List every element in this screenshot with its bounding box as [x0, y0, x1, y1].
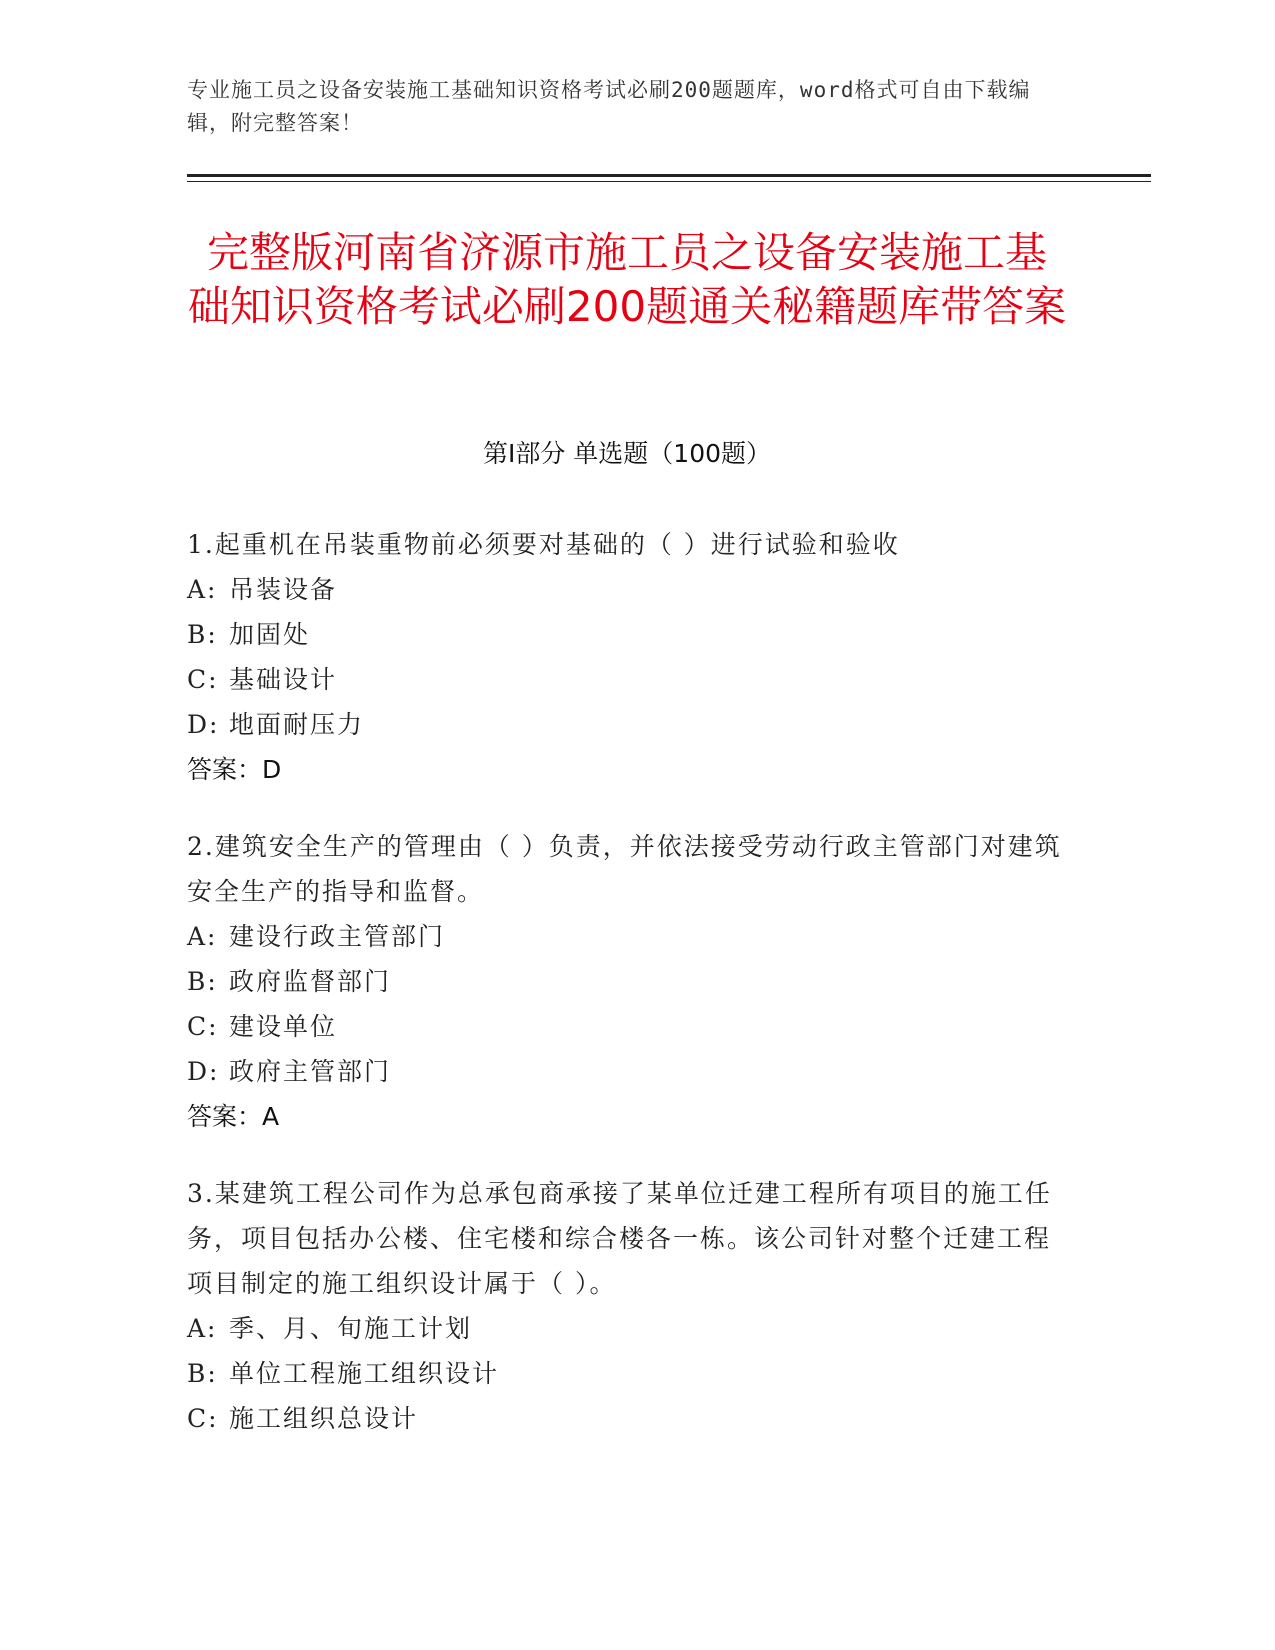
answer-line: 答案：D [187, 755, 282, 784]
option-c [187, 657, 1067, 702]
option-a [187, 567, 1067, 612]
option-letter: A: [187, 922, 218, 951]
option-b [187, 612, 1067, 657]
option-text: 季、月、旬施工计划 [229, 1314, 473, 1343]
header-divider-thick [187, 174, 1151, 177]
document-title: 完整版河南省济源市施工员之设备安装施工基础知识资格考试必刷200题通关秘籍题库带答案 [187, 228, 1067, 331]
question-stem: 1.起重机在吊装重物前必须要对基础的（ ）进行试验和验收 [187, 530, 900, 559]
option-text: 政府监督部门 [229, 967, 392, 996]
option-letter: C: [187, 665, 219, 694]
option-a [187, 914, 1067, 959]
option-c [187, 1396, 1067, 1441]
option-a [187, 1306, 1067, 1351]
option-letter: C: [187, 1012, 219, 1041]
section-title: 第I部分 单选题（100题） [482, 439, 772, 468]
option-text: 吊装设备 [229, 575, 338, 604]
option-letter: C: [187, 1404, 219, 1433]
question-stem: 2.建筑安全生产的管理由（ ）负责，并依法接受劳动行政主管部门对建筑安全生产的指导和监督。 [187, 832, 1062, 906]
question-list [187, 522, 1067, 1473]
option-text: 政府主管部门 [229, 1057, 392, 1086]
option-letter: B: [187, 1359, 218, 1388]
header-divider-thin [187, 181, 1151, 182]
option-letter: B: [187, 967, 218, 996]
question-item [187, 522, 1067, 792]
question-item [187, 824, 1067, 1139]
option-d [187, 702, 1067, 747]
option-c [187, 1004, 1067, 1049]
option-text: 地面耐压力 [229, 710, 365, 739]
option-d [187, 1049, 1067, 1094]
option-letter: A: [187, 575, 218, 604]
option-letter: B: [187, 620, 218, 649]
question-stem: 3.某建筑工程公司作为总承包商承接了某单位迁建工程所有项目的施工任务，项目包括办公楼、住宅楼和综合楼各一栋。该公司针对整个迁建工程项目制定的施工组织设计属于（ ）。 [187, 1179, 1052, 1298]
option-text: 单位工程施工组织设计 [229, 1359, 500, 1388]
option-b [187, 1351, 1067, 1396]
option-b [187, 959, 1067, 1004]
question-item [187, 1171, 1067, 1441]
option-text: 施工组织总设计 [229, 1404, 419, 1433]
option-text: 加固处 [229, 620, 311, 649]
header-note: 专业施工员之设备安装施工基础知识资格考试必刷200题题库，word格式可自由下载编辑，附完整答案！ [187, 78, 1031, 135]
option-text: 基础设计 [229, 665, 338, 694]
option-text: 建设行政主管部门 [229, 922, 446, 951]
option-letter: D: [187, 710, 220, 739]
option-letter: A: [187, 1314, 218, 1343]
option-text: 建设单位 [229, 1012, 338, 1041]
answer-line: 答案：A [187, 1102, 280, 1131]
option-letter: D: [187, 1057, 220, 1086]
